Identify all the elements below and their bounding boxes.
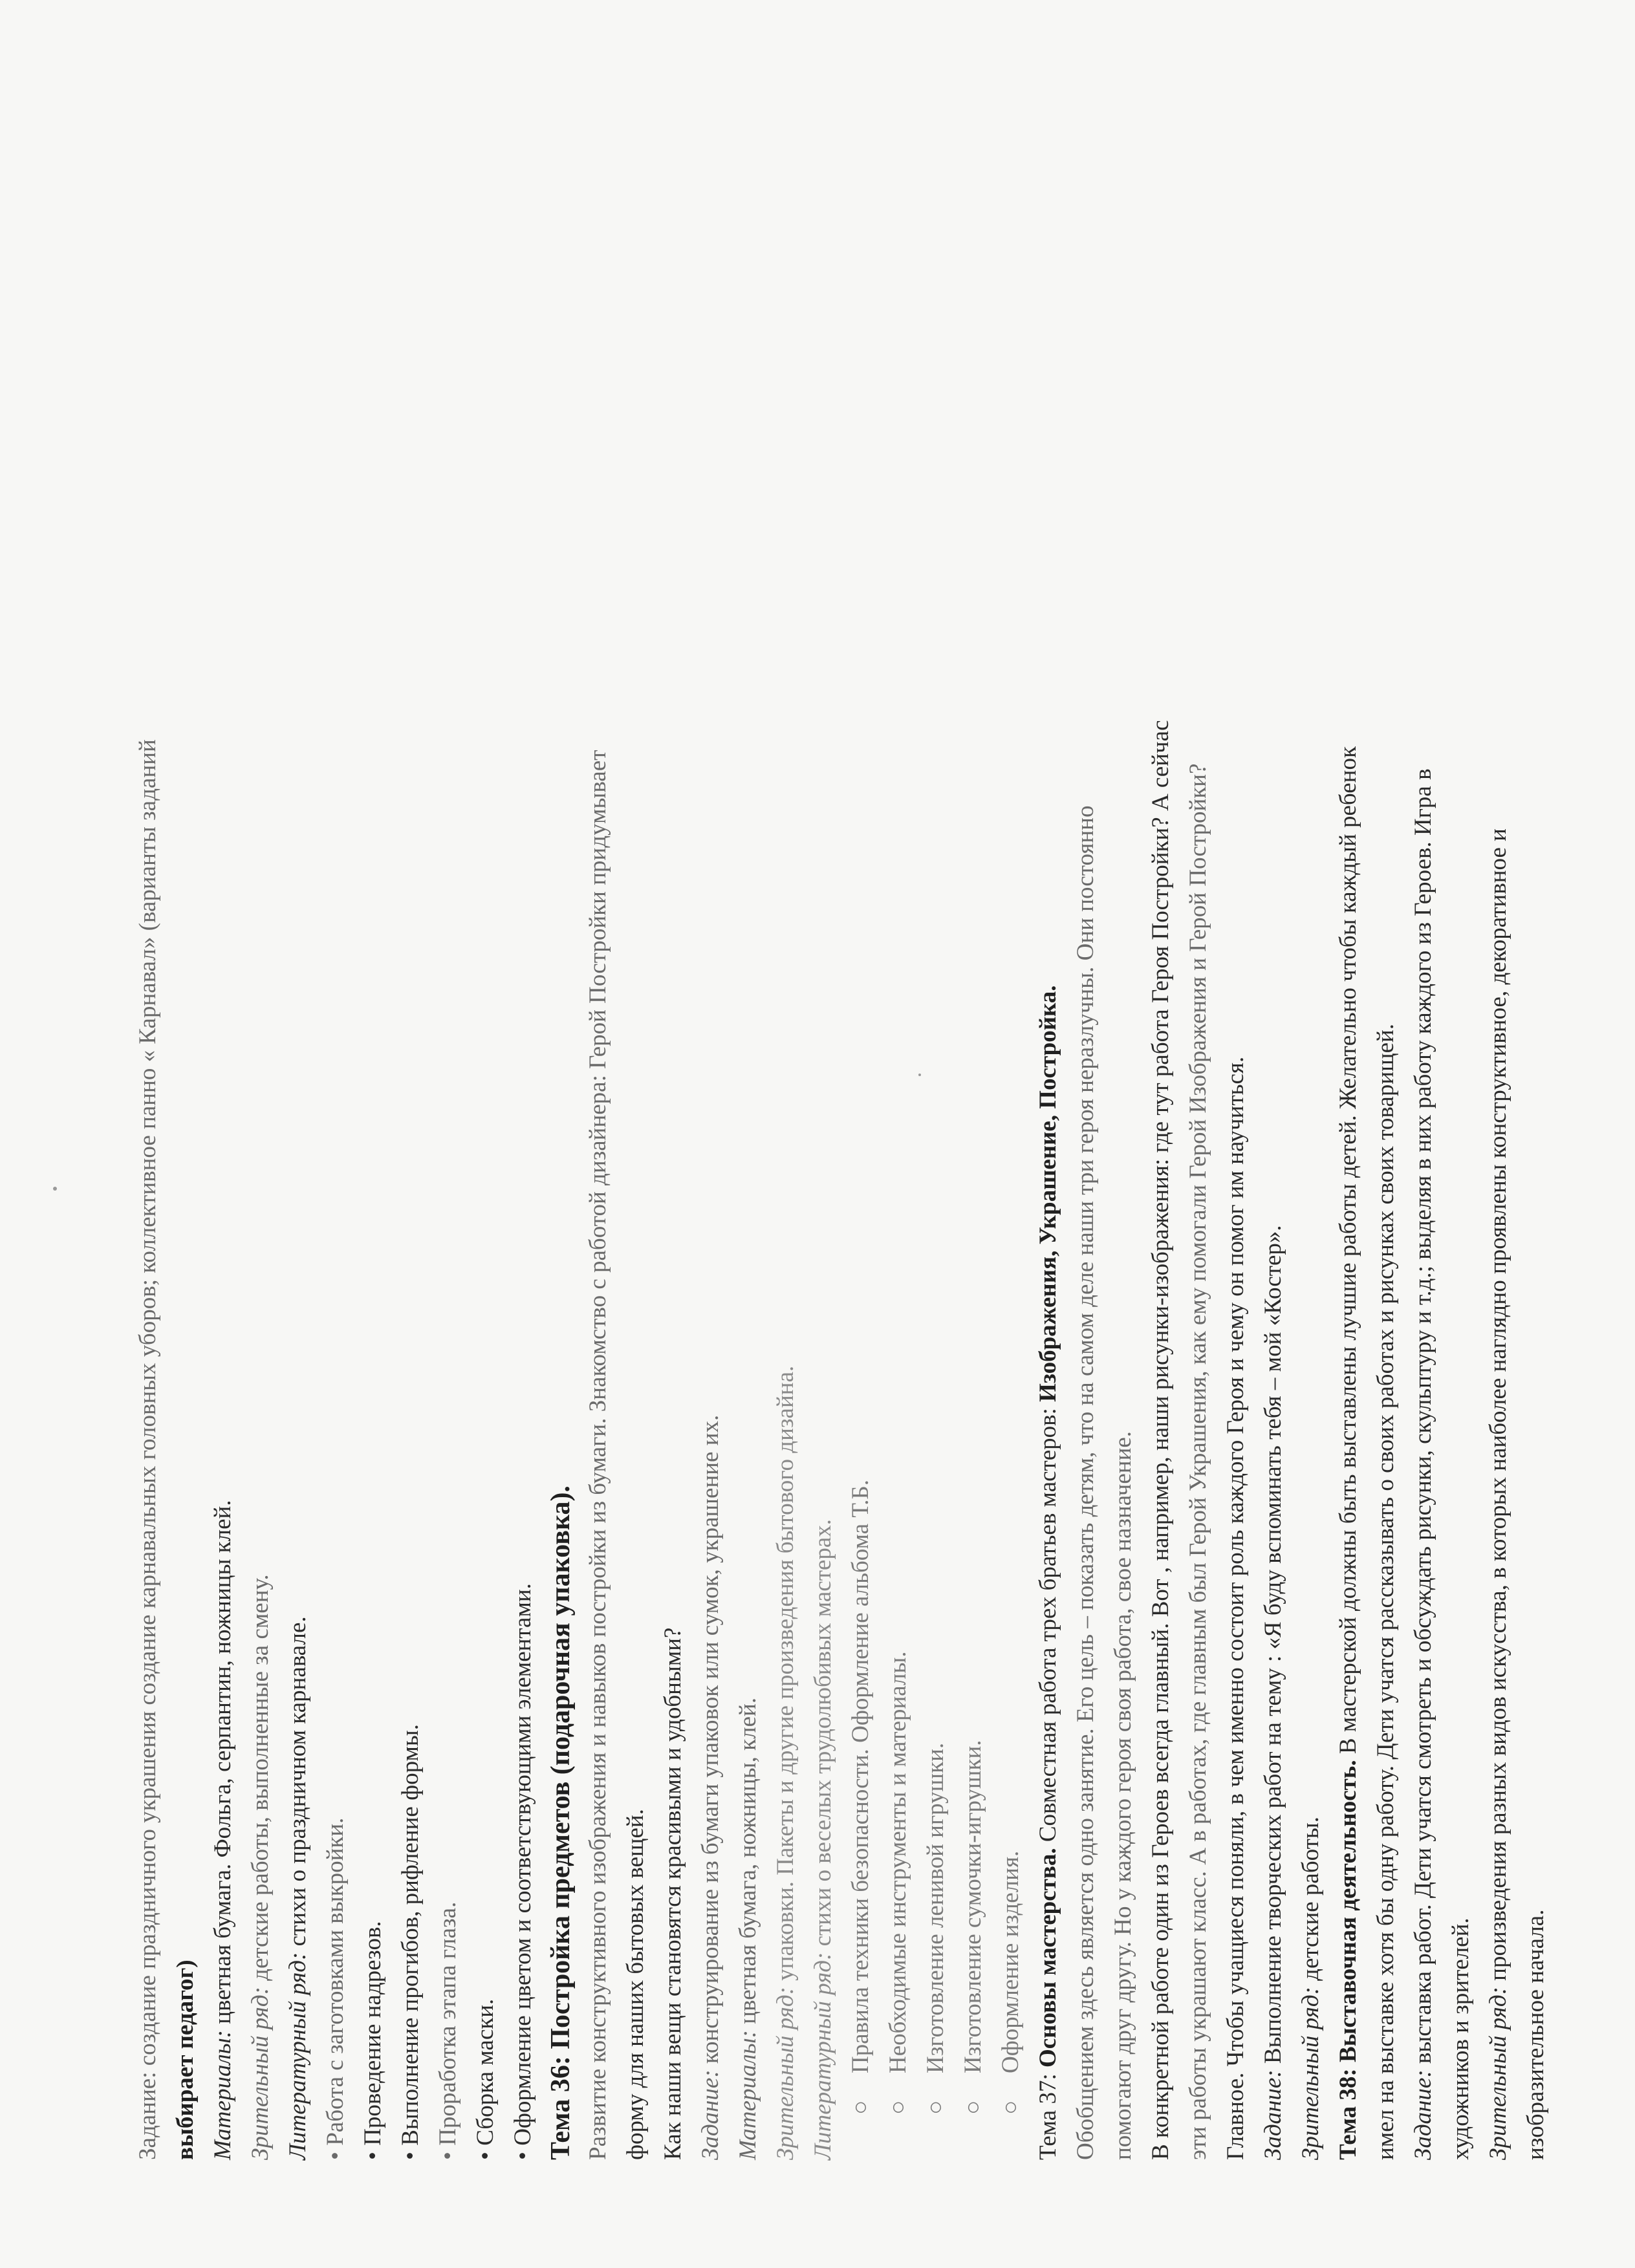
text-line	[1517, 91, 1555, 2160]
text-line	[429, 91, 467, 2160]
text-run: • Оформление цветом и соответствующими элементами.	[510, 1583, 536, 2160]
text-line	[504, 91, 542, 2160]
text-run: Развитие конструктивного изображения и навыков постройки из бумаги. Знакомство с работой дизайнера: Герой Постройки придумывает	[585, 750, 611, 2160]
text-line	[1480, 91, 1517, 2160]
scan-speck	[53, 1187, 57, 1191]
text-line	[129, 91, 167, 2160]
text-run: помогают друг другу. Но у каждого героя своя работа, свое назначение.	[1110, 1431, 1136, 2160]
text-run: В мастерской должны быть выставлены лучшие работы детей. Желательно чтобы каждый ребенок	[1335, 746, 1361, 1760]
bold-text: Изображения, Украшение, Постройка.	[1035, 985, 1061, 1402]
text-line	[730, 91, 767, 2160]
text-line	[317, 91, 354, 2160]
text-line	[1405, 91, 1442, 2160]
italic-label: Литературный ряд:	[285, 1952, 311, 2160]
italic-label: Зрительный ряд:	[1485, 1987, 1511, 2160]
text-run: Изготовление сумочки-игрушки.	[960, 1740, 986, 2073]
italic-label: Задание:	[697, 2069, 724, 2160]
text-run: • Сборка маски.	[472, 1998, 499, 2160]
text-run: В конкретной работе один из Героев всегда главный. Вот , например, наши рисунки-изображения: где тут работа Героя Постройки? А сейчас	[1147, 720, 1174, 2160]
text-run: детские работы, выполненные за смену.	[247, 1574, 274, 1987]
text-run: Тема 37:	[1035, 2068, 1061, 2160]
italic-label: Задание:	[1410, 2069, 1436, 2160]
text-run: стихи о праздничном карнавале.	[285, 1616, 311, 1952]
text-run: произведения разных видов искусства, в которых наиболее наглядно проявлены конструктивное, декоративное и	[1485, 828, 1511, 1987]
text-line	[617, 91, 655, 2160]
text-run: • Выполнение прогибов, рифление формы.	[397, 1723, 424, 2160]
text-line	[1255, 91, 1292, 2160]
text-run: • Проработка этапа глаза.	[435, 1901, 461, 2160]
text-line	[1030, 91, 1067, 2160]
text-line	[1330, 91, 1367, 2160]
circle-bullet-icon: ○	[847, 2100, 874, 2115]
text-run: Необходимые инструменты и материалы.	[885, 1651, 911, 2073]
text-run: Выполнение творческих работ на тему : «Я буду вспоминать тебя – мой «Костер».	[1260, 1225, 1286, 2070]
text-run: Изготовление ленивой игрушки.	[922, 1742, 949, 2073]
text-line	[1105, 91, 1142, 2160]
text-run: изобразительное начала.	[1522, 1909, 1549, 2160]
text-line	[467, 91, 504, 2160]
text-run: Совместная работа трех братьев мастеров:	[1035, 1401, 1061, 1848]
text-run: имел на выставке хотя бы одну работу. Дети учатся рассказывать о своих работах и рисунках своих товарищей.	[1372, 1023, 1399, 2160]
text-line	[655, 91, 692, 2160]
text-line	[767, 91, 805, 2160]
text-line	[279, 91, 317, 2160]
text-line	[1292, 91, 1330, 2160]
text-line	[204, 91, 242, 2160]
text-run: Как наши вещи становятся красивыми и удобными?	[660, 1627, 686, 2160]
text-run: цветная бумага, ножницы, клей.	[735, 1697, 761, 2031]
italic-label: Зрительный ряд:	[772, 1987, 799, 2160]
text-run: Оформление изделия.	[997, 1850, 1024, 2073]
text-line	[1180, 91, 1217, 2160]
text-line	[167, 91, 204, 2160]
italic-label: Зрительный ряд:	[1297, 1987, 1324, 2160]
text-run: • Проведение надрезов.	[360, 1921, 386, 2160]
text-run: детские работы.	[1297, 1817, 1324, 1987]
text-run: Главное. Чтобы учащиеся поняли, в чем именно состоит роль каждого Героя и чему он помог им научиться.	[1222, 1056, 1249, 2160]
italic-label: Материалы:	[735, 2030, 761, 2160]
text-run: выставка работ. Дети учатся смотреть и обсуждать рисунки, скульптуру и т.д.; выделяя в них работу каждого из Героев. Игра в	[1410, 768, 1436, 2070]
text-run: стихи о веселых трудолюбивых мастерах.	[810, 1519, 836, 1952]
bold-text: Тема 38: Выставочная деятельность.	[1335, 1760, 1361, 2160]
text-run: Правила техники безопасности. Оформление альбома Т.Б.	[847, 1479, 874, 2073]
rotated-document-page	[129, 91, 1549, 2160]
text-line	[880, 91, 917, 2160]
text-line	[354, 91, 392, 2160]
text-line	[955, 91, 992, 2160]
text-line	[692, 91, 730, 2160]
text-line	[542, 91, 579, 2160]
text-line	[805, 91, 842, 2160]
text-line	[992, 91, 1030, 2160]
text-run: Обобщением здесь является одно занятие. Его цель – показать детям, что на самом деле наши три героя неразлучны. Они постоянно	[1072, 805, 1099, 2160]
italic-label: Материалы:	[210, 2030, 236, 2160]
text-run: Задание: создание праздничного украшения создание карнавальных головных уборов; коллективное панно « Карнавал» (варианты заданий	[135, 739, 161, 2160]
text-run: упаковки. Пакеты и другие произведения бытового дизайна.	[772, 1365, 799, 1987]
text-line	[1217, 91, 1255, 2160]
italic-label: Литературный ряд:	[810, 1952, 836, 2160]
text-line	[917, 91, 955, 2160]
text-run: форму для наших бытовых вещей.	[622, 1809, 649, 2160]
italic-label: Задание:	[1260, 2069, 1286, 2160]
text-line	[579, 91, 617, 2160]
text-run: эти работы украшают класс. А в работах, где главным был Герой Украшения, как ему помогали Герой Изображения и Герой Постройки?	[1185, 763, 1211, 2160]
text-line	[1067, 91, 1105, 2160]
text-line	[1142, 91, 1180, 2160]
bold-text: Основы мастерства.	[1035, 1848, 1061, 2068]
circle-bullet-icon: ○	[922, 2100, 949, 2115]
circle-bullet-icon: ○	[960, 2100, 986, 2115]
text-run: цветная бумага. Фольга, серпантин, ножницы клей.	[210, 1500, 236, 2031]
text-line	[1442, 91, 1480, 2160]
text-run: • Работа с заготовками выкройки.	[322, 1817, 349, 2160]
text-line	[392, 91, 429, 2160]
circle-bullet-icon: ○	[997, 2100, 1024, 2115]
bold-text: Тема 36: Постройка предметов (подарочная упаковка).	[546, 1485, 576, 2160]
circle-bullet-icon: ○	[885, 2100, 911, 2115]
italic-label: Зрительный ряд:	[247, 1987, 274, 2160]
text-run: художников и зрителей.	[1447, 1917, 1474, 2160]
scan-speck	[918, 1074, 921, 1076]
text-run: конструирование из бумаги упаковок или сумок, украшение их.	[697, 1414, 724, 2070]
text-line	[1367, 91, 1405, 2160]
text-line	[842, 91, 880, 2160]
text-line	[242, 91, 279, 2160]
bold-text: выбирает педагог)	[172, 1960, 199, 2160]
